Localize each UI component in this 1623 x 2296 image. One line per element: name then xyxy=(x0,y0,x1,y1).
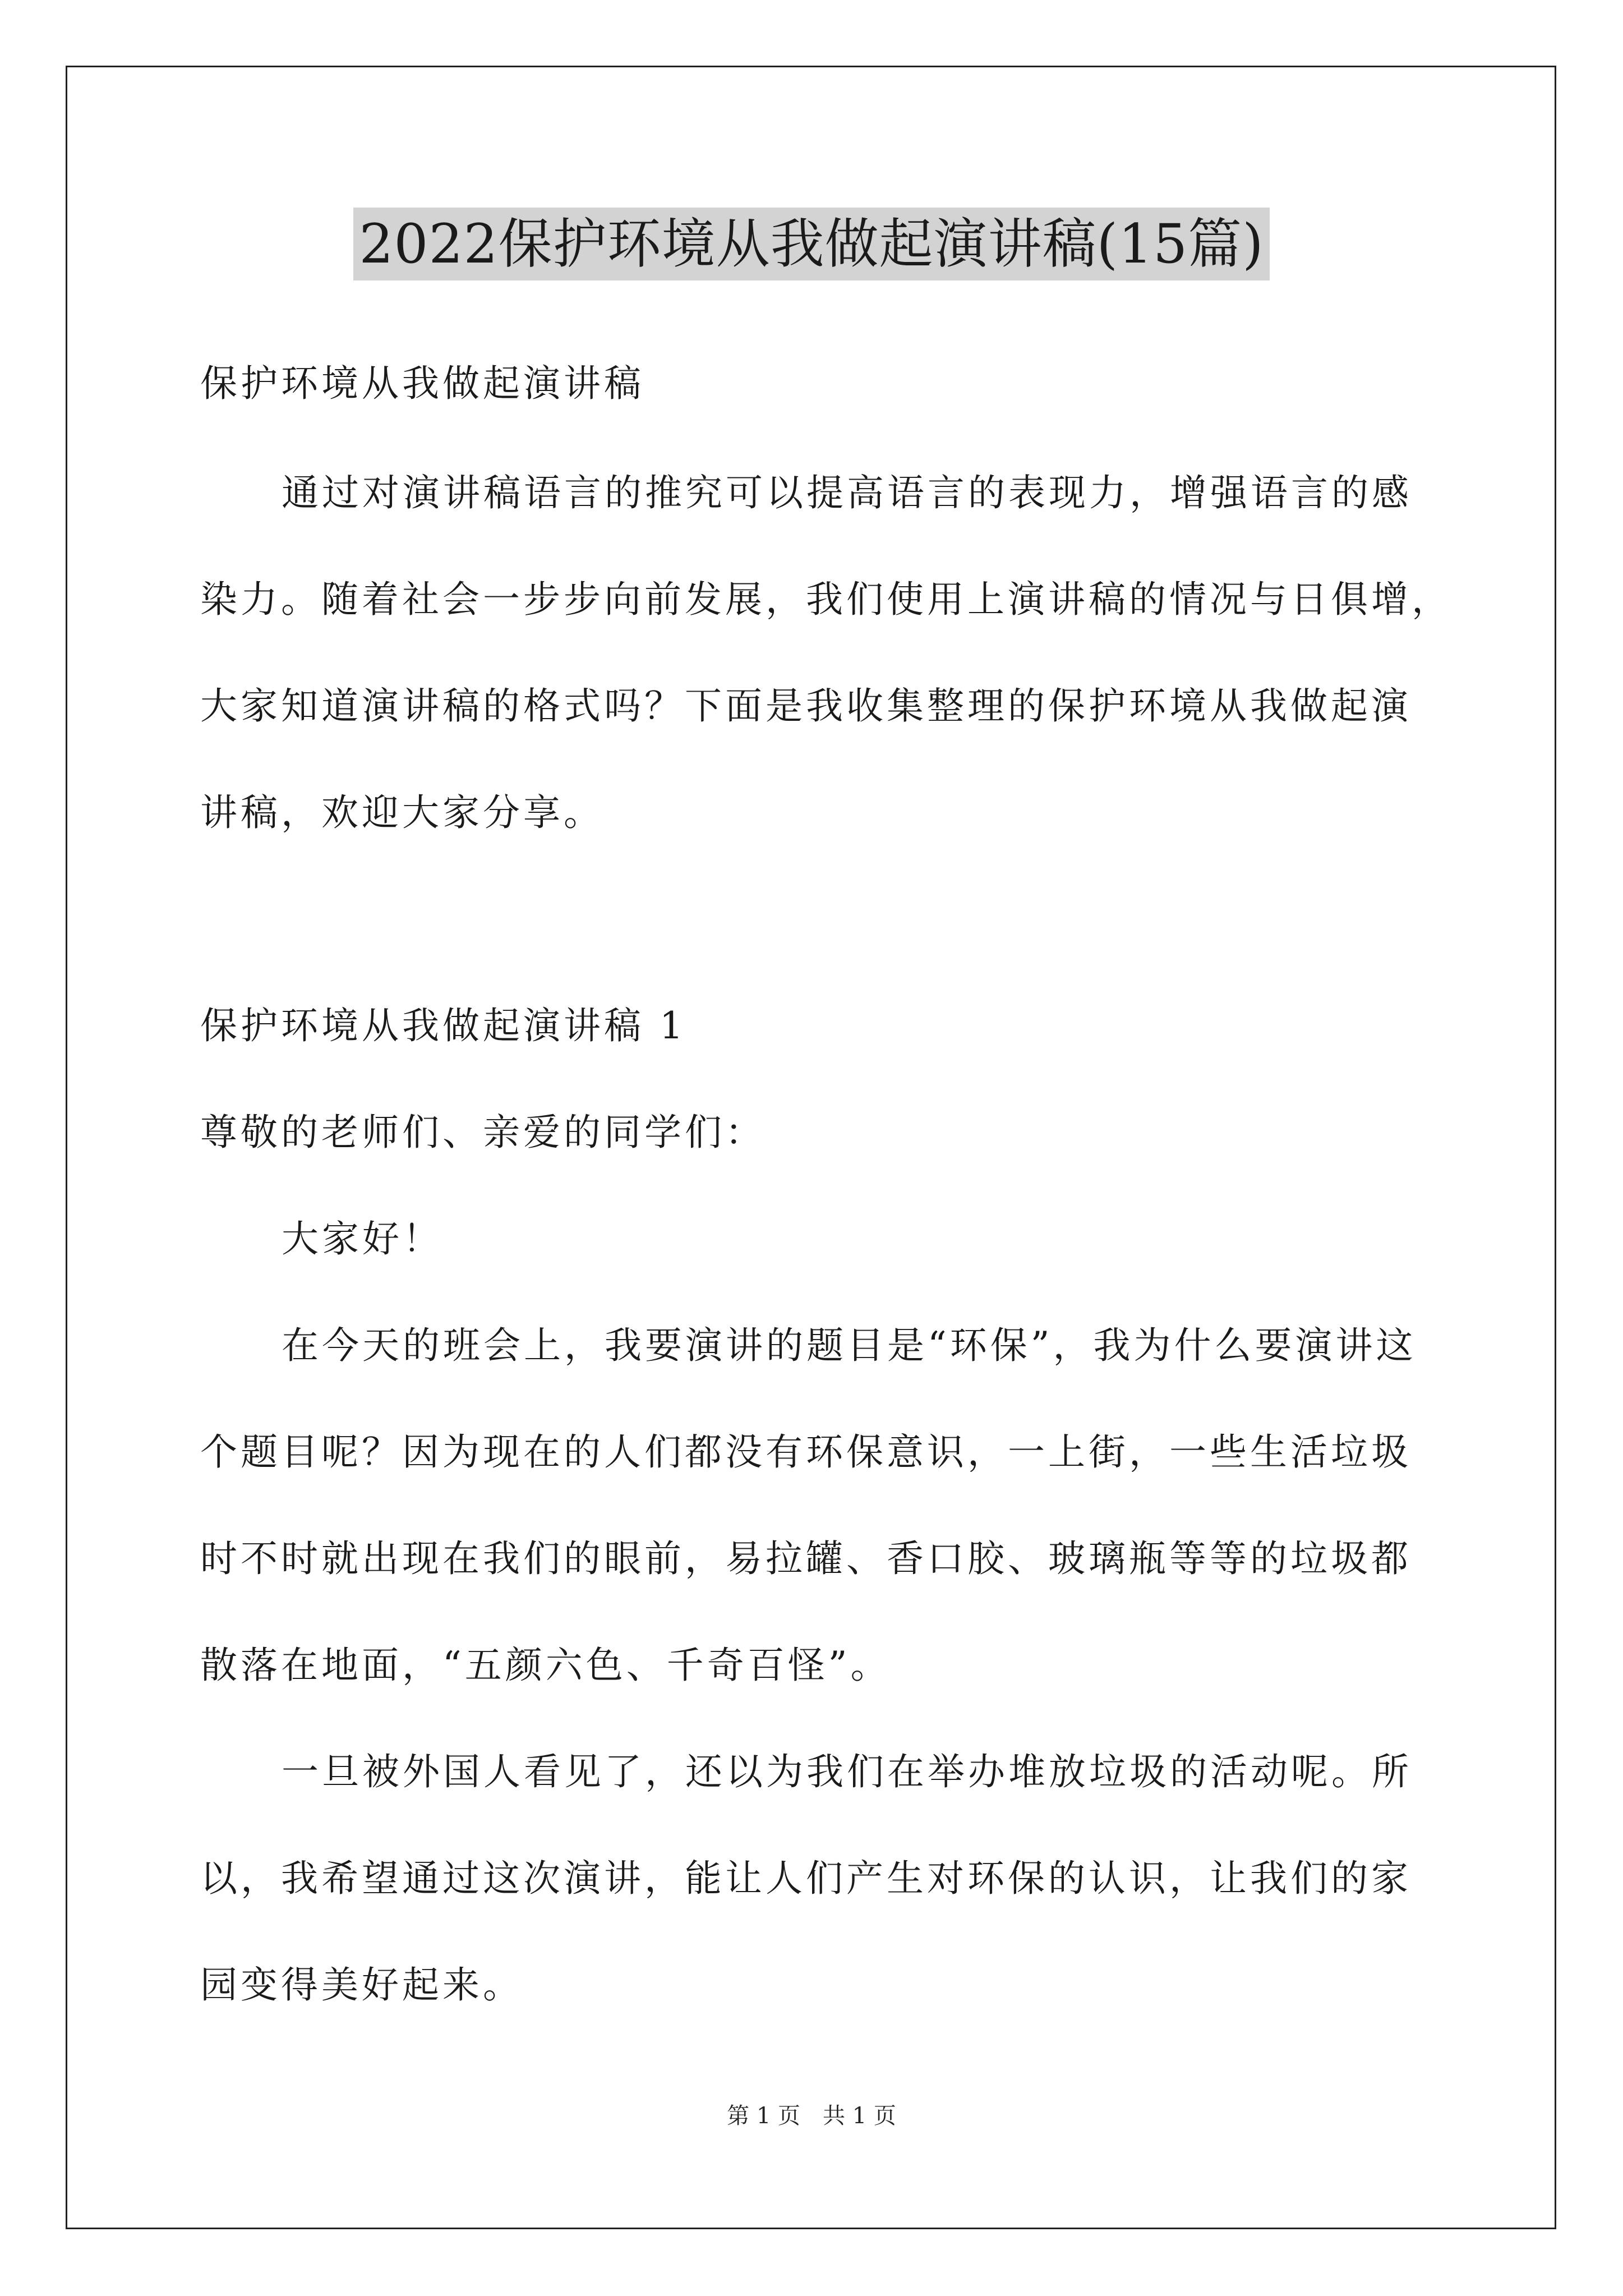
paragraph-line: 大家知道演讲稿的格式吗？下面是我收集整理的保护环境从我做起演 xyxy=(200,684,1412,728)
salutation: 尊敬的老师们、亲爱的同学们： xyxy=(200,1111,766,1154)
paragraph-line: 散落在地面，“五颜六色、千奇百怪”。 xyxy=(200,1644,891,1687)
document-title: 2022保护环境从我做起演讲稿(15篇) xyxy=(353,208,1269,280)
paragraph-line: 时不时就出现在我们的眼前，易拉罐、香口胶、玻璃瓶等等的垃圾都 xyxy=(200,1537,1412,1580)
paragraph-line: 个题目呢？因为现在的人们都没有环保意识，一上街，一些生活垃圾 xyxy=(200,1430,1412,1474)
title-container xyxy=(0,208,1623,280)
greeting: 大家好！ xyxy=(282,1217,443,1260)
paragraph-line: 以，我希望通过这次演讲，能让人们产生对环保的认识，让我们的家 xyxy=(200,1857,1412,1900)
paragraph-line: 在今天的班会上，我要演讲的题目是“环保”，我为什么要演讲这 xyxy=(282,1324,1417,1367)
section-heading: 保护环境从我做起演讲稿 xyxy=(200,362,644,405)
page-footer: 第 1 页 共 1 页 xyxy=(727,2103,896,2129)
section-heading: 保护环境从我做起演讲稿 1 xyxy=(200,1004,686,1047)
paragraph-line: 通过对演讲稿语言的推究可以提高语言的表现力，增强语言的感 xyxy=(282,471,1412,514)
paragraph-line: 园变得美好起来。 xyxy=(200,1963,523,2007)
paragraph-line: 一旦被外国人看见了，还以为我们在举办堆放垃圾的活动呢。所 xyxy=(282,1750,1412,1793)
paragraph-line: 染力。随着社会一步步向前发展，我们使用上演讲稿的情况与日俱增， xyxy=(200,578,1452,621)
paragraph-line: 讲稿，欢迎大家分享。 xyxy=(200,791,604,834)
